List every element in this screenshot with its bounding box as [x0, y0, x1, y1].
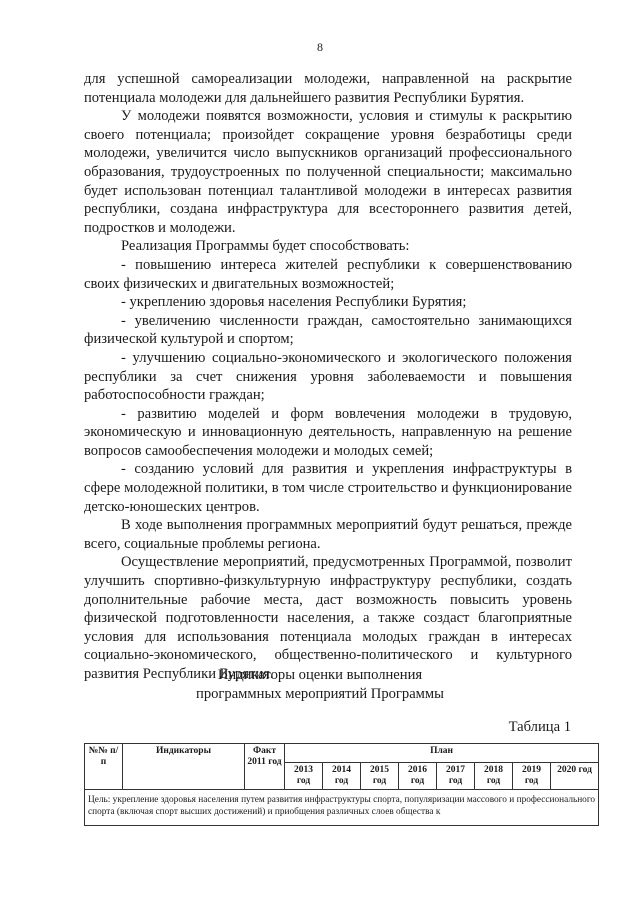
- list-item: - укреплению здоровья населения Республики Бурятия;: [121, 294, 467, 311]
- header-indicators: Индикаторы: [123, 744, 245, 790]
- caption-line: программных мероприятий Программы: [196, 685, 444, 702]
- table-label: Таблица 1: [508, 719, 571, 735]
- table-caption: [0, 666, 640, 703]
- list-item: - созданию условий для развития и укрепления инфраструктуры в сфере молодежной политики, в том числе строительство и функционирование детско-юношеских центров.: [84, 461, 572, 515]
- paragraph: В ходе выполнения программных мероприятий будут решаться, прежде всего, социальные проблемы региона.: [84, 517, 572, 552]
- header-year: 2015 год: [361, 763, 399, 790]
- body-text: [84, 70, 572, 684]
- header-plan: План: [285, 744, 599, 763]
- header-year: 2020 год: [551, 763, 599, 790]
- paragraph: У молодежи появятся возможности, условия и стимулы к раскрытию своего потенциала; произойдет сокращение уровня безработицы среди молодежи, увеличится число выпускников организаций профессионального образования, трудоустроенных по полученной специальности; максимально будет использован потенциал талантливой молодежи в интересах развития республики, создана инфраструктура для всестороннего развития детей, подростков и молодежи.: [84, 108, 572, 236]
- caption-line: Индикаторы оценки выполнения: [217, 667, 423, 683]
- header-number: №№ п/п: [85, 744, 123, 790]
- header-year: 2014 год: [323, 763, 361, 790]
- header-year: 2017 год: [437, 763, 475, 790]
- goal-cell: Цель: укрепление здоровья населения путем развития инфраструктуры спорта, популяризации массового и профессионального спорта (включая спорт высших достижений) и приобщения различных слоев общества к: [85, 790, 599, 826]
- list-item: - увеличению численности граждан, самостоятельно занимающихся физической культурой и спортом;: [84, 312, 572, 348]
- paragraph: Осуществление мероприятий, предусмотренных Программой, позволит улучшить спортивно-физкультурную инфраструктуру республики, создать дополнительные рабочие места, даст возможность повысить уровень физической подготовленности населения, а также создаст благоприятные условия для использования потенциала молодых граждан в интересах социально-экономического, общественно-политического и культурного развития Республики Бурятия.: [84, 554, 572, 682]
- list-item: - повышению интереса жителей республики к совершенствованию своих физических и двигательных возможностей;: [84, 256, 572, 292]
- list-item: - улучшению социально-экономического и экологического положения республики за счет снижения уровня заболеваемости и повышения работоспособности граждан;: [84, 349, 572, 404]
- header-year: 2016 год: [399, 763, 437, 790]
- header-fact: Факт 2011 год: [245, 744, 285, 790]
- list-item: - развитию моделей и форм вовлечения молодежи в трудовую, экономическую и инновационную деятельность, направленную на решение вопросов самообеспечения молодежи и молодых семей;: [84, 405, 572, 459]
- header-year: 2018 год: [475, 763, 513, 790]
- table-row: [85, 790, 599, 826]
- paragraph: для успешной самореализации молодежи, направленной на раскрытие потенциала молодежи для дальнейшего развития Республики Бурятия.: [84, 71, 572, 106]
- paragraph: Реализация Программы будет способствовать:: [121, 238, 410, 255]
- header-year: 2013 год: [285, 763, 323, 790]
- indicators-table: [84, 743, 599, 826]
- table-header-row: [85, 744, 599, 763]
- header-year: 2019 год: [513, 763, 551, 790]
- page-number: 8: [317, 40, 323, 54]
